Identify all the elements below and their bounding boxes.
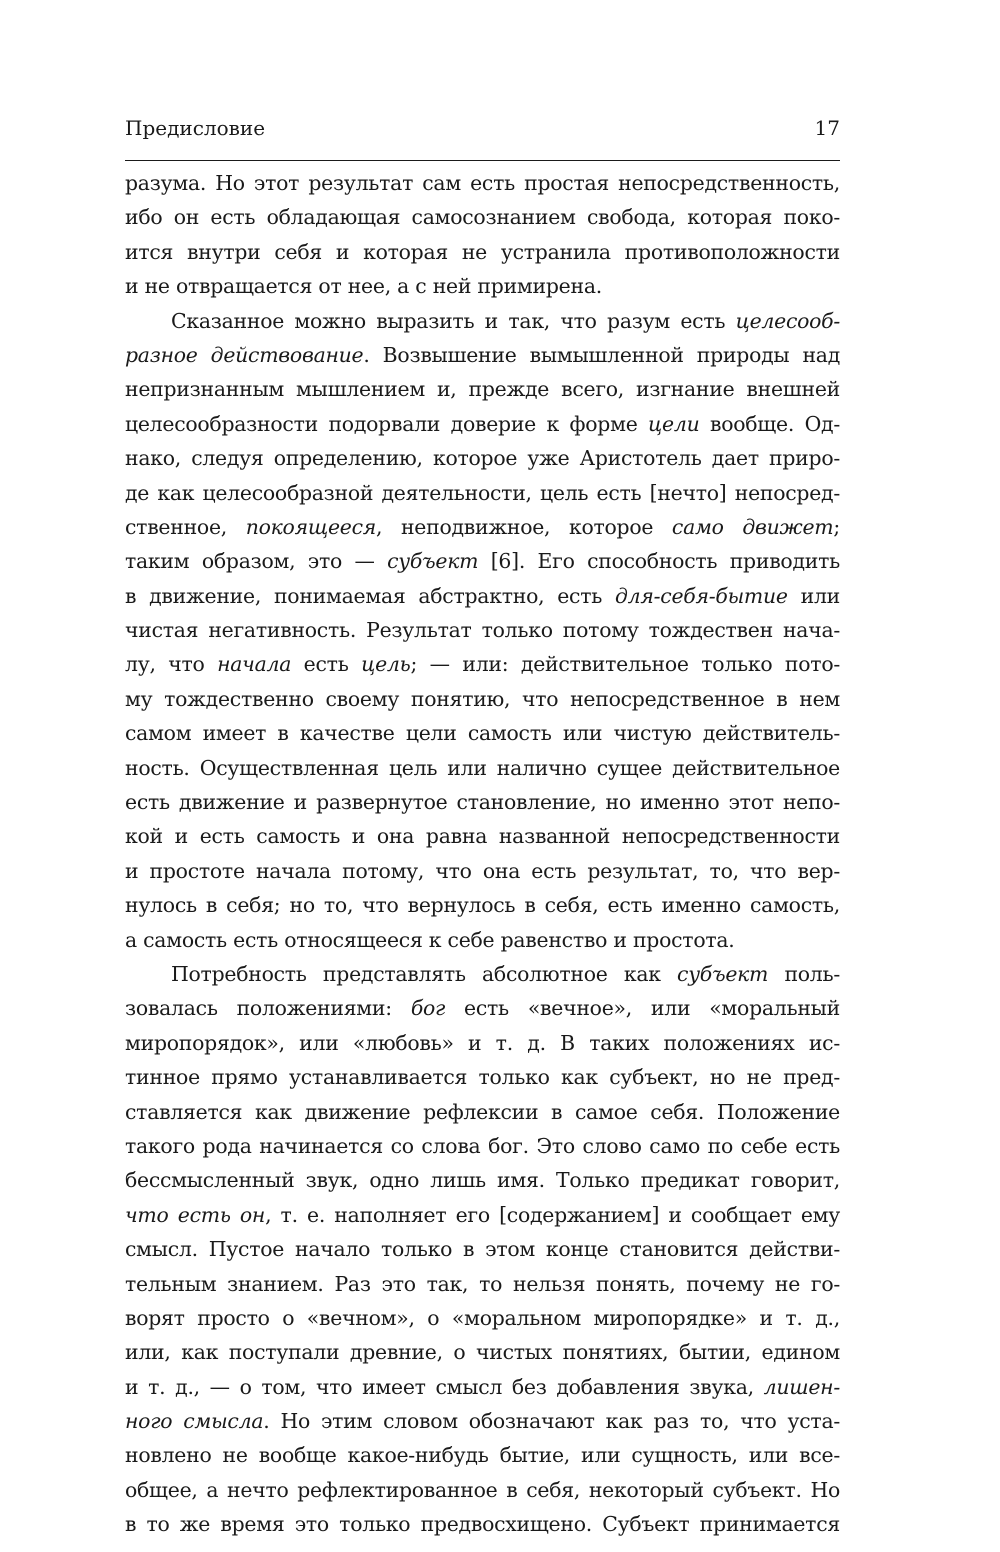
text-line: разума. Но этот результат сам есть простая непосредственность, [125,171,840,195]
text-line: миропорядок», или «любовь» и т. д. В таких положениях ис- [125,1030,840,1055]
text-line: что есть он, т. е. наполняет его [содержанием] и сообщает ему [125,1202,841,1227]
body-text [125,166,840,1542]
text-line: новлено не вообще какое-нибудь бытие, или сущность, или все- [125,1443,840,1468]
text-line: ного смысла. Но этим словом обозначают как раз то, что уста- [125,1409,840,1434]
text-line: ибо он есть обладающая самосознанием свобода, которая поко- [125,205,840,230]
text-line: и не отвращается от нее, а с ней примирена. [125,274,602,299]
text-line: кой и есть самость и она равна названной непосредственности [125,824,840,849]
text-line: Сказанное можно выразить и так, что разум есть целесооб- [171,308,840,333]
text-line: ственное, покоящееся, неподвижное, которое само движет; [125,514,840,539]
text-line: лу, что начала есть цель; — или: действительное только пото- [125,652,840,677]
text-line: или, как поступали древние, о чистых понятиях, бытии, едином [125,1340,840,1365]
text-line: такого рода начинается со слова бог. Это слово само по себе есть [125,1133,840,1158]
text-line: целесообразности подорвали доверие к форме цели вообще. Од- [125,411,840,436]
text-line: самом имеет в качестве цели самость или чистую действитель- [125,721,840,746]
running-head-title: Предисловие [125,116,266,140]
text-line: де как целесообразной деятельности, цель есть [нечто] непосред- [125,480,840,505]
text-line: разное действование. Возвышение вымышленной природы над [125,342,841,367]
text-line: бессмысленный звук, одно лишь имя. Только предикат говорит, [125,1168,840,1193]
text-line: зовалась положениями: бог есть «вечное», или «моральный [125,996,840,1021]
text-line: чистая негативность. Результат только потому тождествен нача- [125,618,840,643]
page-number: 17 [814,116,840,140]
text-line: нако, следуя определению, которое уже Аристотель дает приро- [125,446,840,471]
running-head [125,116,840,154]
text-line: есть движение и развернутое становление, но именно этот непо- [125,790,840,815]
text-line: нулось в себя; но то, что вернулось в себя, есть именно самость, [125,893,840,918]
text-line: ится внутри себя и которая не устранила противоположности [125,239,840,264]
text-line: му тождественно своему понятию, что непосредственное в нем [125,686,840,711]
text-line: а самость есть относящееся к себе равенство и простота. [125,927,735,952]
text-line: и простоте начала потому, что она есть результат, то, что вер- [125,858,840,883]
text-line: общее, а нечто рефлектированное в себя, некоторый субъект. Но [125,1477,840,1502]
text-line: ность. Осуществленная цель или налично сущее действительное [125,755,840,780]
header-rule [125,160,840,161]
text-line: тельным знанием. Раз это так, то нельзя понять, почему не го- [125,1271,840,1296]
text-line: таким образом, это — субъект [6]. Его способность приводить [125,549,840,574]
text-line: смысл. Пустое начало только в этом конце становится действи- [125,1237,840,1262]
text-line: в то же время это только предвосхищено. Субъект принимается [125,1512,840,1537]
text-line: в движение, понимаемая абстрактно, есть для-себя-бытие или [125,583,840,608]
text-line: тинное прямо устанавливается только как субъект, но не пред- [125,1065,840,1090]
text-line: и т. д., — о том, что имеет смысл без добавления звука, лишен- [125,1374,840,1399]
text-line: ворят просто о «вечном», о «моральном миропорядке» и т. д., [125,1305,840,1330]
text-line: Потребность представлять абсолютное как субъект поль- [171,961,840,986]
text-line: непризнанным мышлением и, прежде всего, изгнание внешней [125,377,840,402]
text-line: ставляется как движение рефлексии в самое себя. Положение [125,1099,840,1124]
